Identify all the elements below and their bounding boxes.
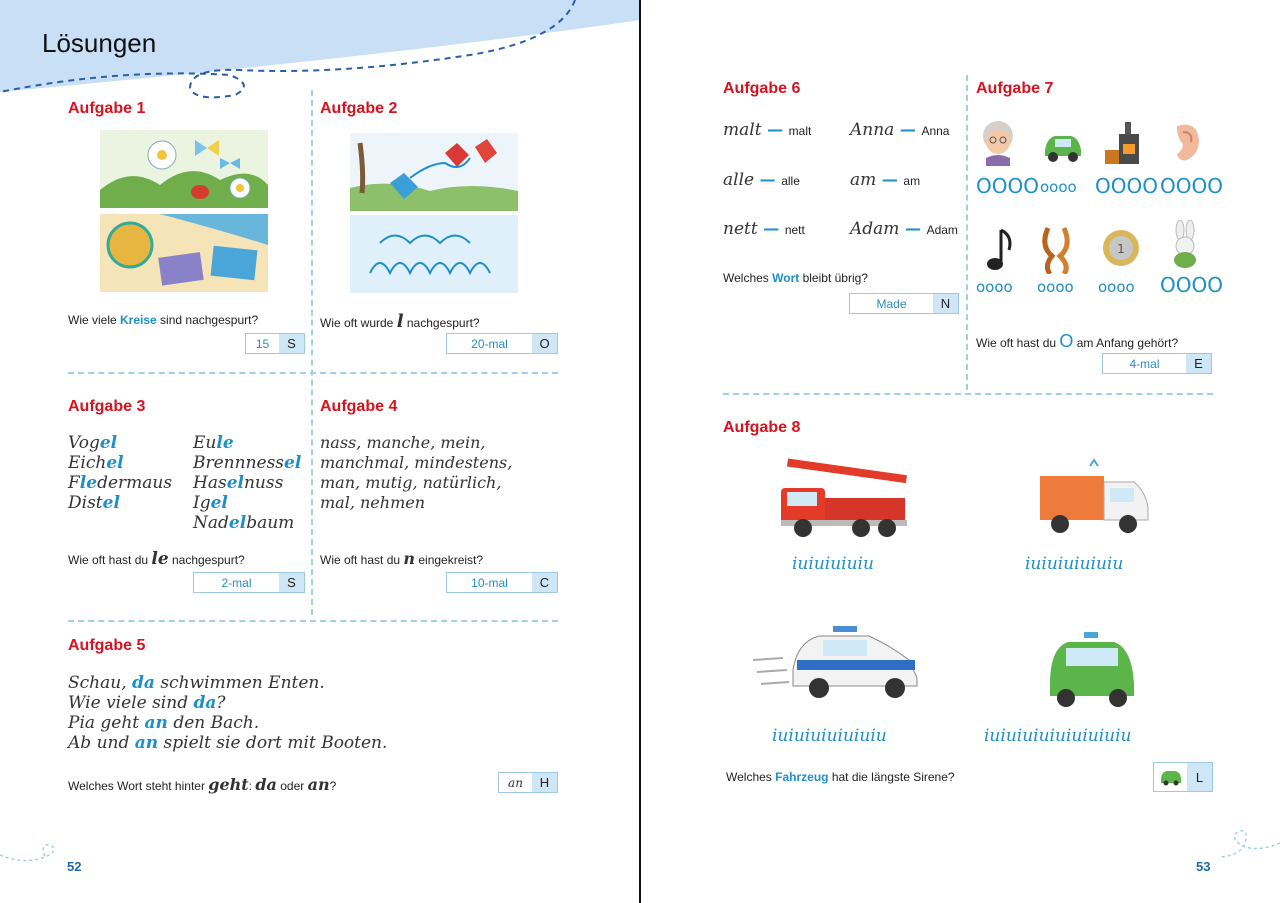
word: Nadelbaum	[193, 513, 295, 533]
page-title: Lösungen	[42, 28, 157, 58]
aufgabe-3-question: Wie oft hast du le nachgespurt?	[68, 549, 245, 569]
word-pair: nett — nett	[723, 219, 805, 239]
right-page	[641, 0, 1280, 903]
hair-icon	[1038, 226, 1082, 274]
column-divider	[966, 75, 968, 390]
word: Eule	[193, 433, 234, 453]
answer-value: Made	[876, 296, 907, 311]
corner-dashed-decoration	[0, 835, 70, 875]
text-line: Ab und an spielt sie dort mit Booten.	[68, 733, 388, 753]
sound-marks: OOOO	[1095, 174, 1158, 198]
green-car-icon	[1044, 628, 1140, 710]
word-pair: malt — malt	[723, 120, 812, 140]
meadow-beach-illustration	[100, 130, 268, 292]
solution-letter: S	[279, 573, 304, 592]
bunny-icon	[1166, 220, 1206, 270]
aufgabe-5-question: Welches Wort steht hinter geht: da oder an?	[68, 775, 337, 794]
fire-truck-icon	[781, 458, 911, 540]
grandmother-icon	[978, 118, 1018, 166]
siren-fire-truck: iuiuiuiuiu	[792, 554, 874, 574]
aufgabe-4-answer	[446, 572, 558, 593]
sound-marks: oooo	[1040, 178, 1077, 196]
answer-value: an	[508, 775, 523, 790]
text-line: Schau, da schwimmen Enten.	[68, 673, 325, 693]
text-line: Pia geht an den Bach.	[68, 713, 260, 733]
aufgabe-3-answer	[193, 572, 305, 593]
word: Distel	[68, 493, 120, 513]
word-pair: Anna — Anna	[850, 120, 950, 140]
text-line: nass, manche, mein,	[320, 433, 486, 452]
word-pair: am — am	[850, 170, 921, 190]
aufgabe-1-title: Aufgabe 1	[68, 100, 146, 117]
page-number: 53	[1196, 859, 1211, 874]
solution-letter: E	[1186, 354, 1211, 373]
word-pair: Adam — Adam	[850, 219, 958, 239]
aufgabe-3-words-col2	[193, 433, 301, 533]
answer-value: 20-mal	[471, 336, 508, 351]
aufgabe-7-question: Wie oft hast du O am Anfang gehört?	[976, 331, 1179, 351]
aufgabe-5-text	[68, 673, 387, 753]
column-divider	[311, 90, 313, 615]
aufgabe-3-title: Aufgabe 3	[68, 398, 146, 415]
ambulance-icon	[1038, 458, 1153, 542]
answer-value	[1154, 763, 1187, 791]
aufgabe-6-question: Welches Wort bleibt übrig?	[723, 271, 868, 285]
text-line: Wie viele sind da?	[68, 693, 226, 713]
aufgabe-7-answer	[1102, 353, 1212, 374]
sound-marks: OOOO	[1160, 273, 1223, 297]
car-icon	[1041, 128, 1085, 164]
aufgabe-1-question: Wie viele Kreise sind nachgespurt?	[68, 313, 259, 327]
answer-value: 4-mal	[1129, 356, 1160, 371]
aufgabe-2-question: Wie oft wurde l nachgespurt?	[320, 311, 480, 332]
music-note-icon	[985, 226, 1015, 274]
word-pair: alle — alle	[723, 170, 800, 190]
aufgabe-8-answer	[1153, 762, 1213, 792]
solution-letter: N	[933, 294, 958, 313]
aufgabe-4-text	[320, 433, 512, 513]
word: Eichel	[68, 453, 124, 473]
answer-value: 10-mal	[471, 575, 508, 590]
sound-marks: oooo	[1098, 278, 1135, 296]
kite-ice-illustration	[350, 133, 518, 293]
aufgabe-3-words-col1	[68, 433, 172, 513]
ear-icon	[1163, 120, 1207, 164]
sound-marks: OOOO	[1160, 174, 1223, 198]
siren-police-car: iuiuiuiuiuiuiu	[772, 726, 887, 746]
word: Haselnuss	[193, 473, 284, 493]
sound-marks: oooo	[976, 278, 1013, 296]
svg-text:1: 1	[1117, 242, 1125, 256]
answer-value: 15	[255, 336, 270, 351]
aufgabe-6-answer	[849, 293, 959, 314]
green-car-thumbnail-icon	[1159, 768, 1183, 786]
page-number: 52	[67, 859, 82, 874]
solution-letter: O	[532, 334, 557, 353]
text-line: man, mutig, natürlich,	[320, 473, 502, 492]
text-line: mal, nehmen	[320, 493, 426, 512]
solution-letter: H	[532, 773, 557, 792]
aufgabe-6-title: Aufgabe 6	[723, 80, 801, 97]
aufgabe-5-title: Aufgabe 5	[68, 637, 146, 654]
row-divider	[68, 620, 558, 622]
solution-letter: S	[279, 334, 304, 353]
siren-ambulance: iuiuiuiuiuiu	[1025, 554, 1124, 574]
row-divider	[723, 393, 1213, 395]
corner-dashed-decoration	[1221, 815, 1280, 870]
aufgabe-7-title: Aufgabe 7	[976, 80, 1054, 97]
answer-value: 2-mal	[221, 575, 252, 590]
word: Vogel	[68, 433, 118, 453]
euro-coin-icon	[1101, 228, 1141, 268]
aufgabe-2-title: Aufgabe 2	[320, 100, 398, 117]
word: Igel	[193, 493, 228, 513]
sound-marks: OOOO	[976, 174, 1039, 198]
solution-letter: L	[1187, 763, 1212, 791]
aufgabe-5-answer	[498, 772, 558, 793]
aufgabe-8-title: Aufgabe 8	[723, 419, 801, 436]
sound-marks: oooo	[1037, 278, 1074, 296]
police-car-icon	[753, 620, 933, 702]
aufgabe-4-title: Aufgabe 4	[320, 398, 398, 415]
siren-green-car: iuiuiuiuiuiuiuiuiu	[984, 726, 1132, 746]
aufgabe-2-answer	[446, 333, 558, 354]
stove-icon	[1103, 120, 1147, 166]
row-divider	[68, 372, 558, 374]
text-line: manchmal, mindestens,	[320, 453, 513, 472]
word: Fledermaus	[68, 473, 173, 493]
aufgabe-8-question: Welches Fahrzeug hat die längste Sirene?	[726, 770, 955, 784]
solution-letter: C	[532, 573, 557, 592]
aufgabe-4-question: Wie oft hast du n eingekreist?	[320, 549, 484, 568]
word: Brennnessel	[193, 453, 302, 473]
aufgabe-1-answer	[245, 333, 305, 354]
